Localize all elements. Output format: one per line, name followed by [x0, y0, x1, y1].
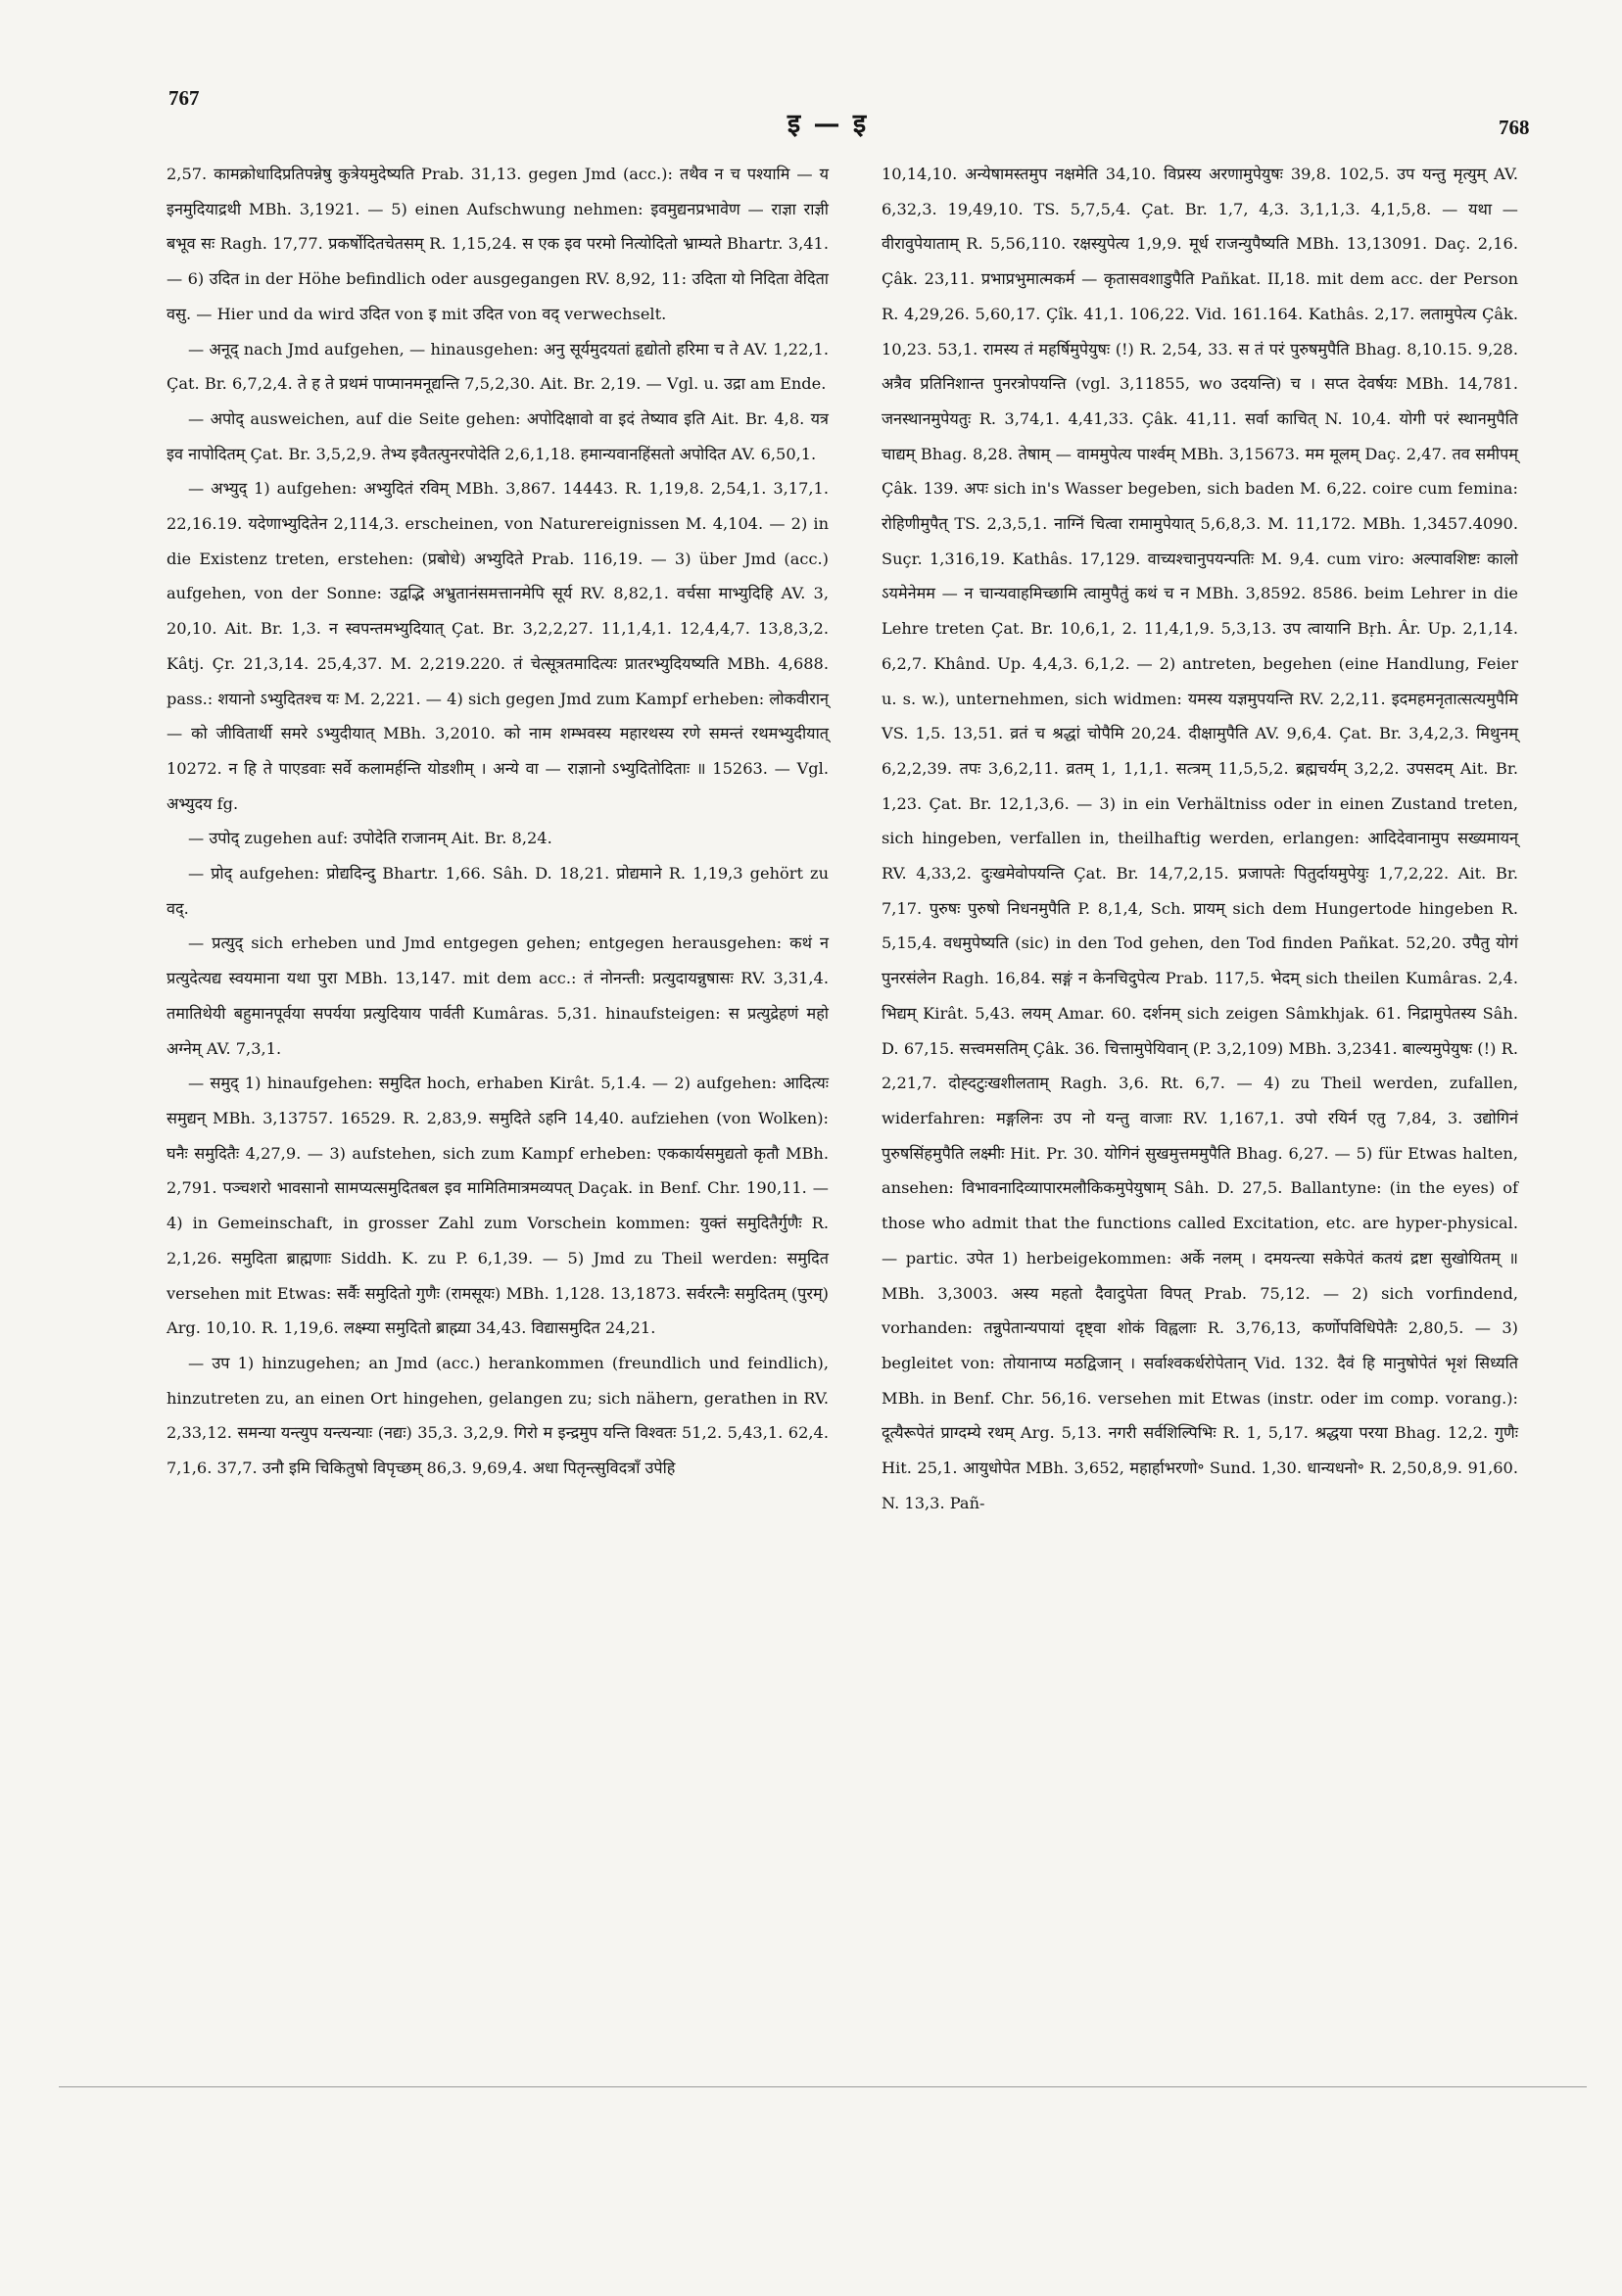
entry-paragraph: 2,57. कामक्रोधादिप्रतिपन्नेषु कुत्रेयमुदेष्यति Prab. 31,13. gegen Jmd (acc.): तथैव न च पश्यामि — य इनमुदियाद्रथी MBh. 3,1921. — 5) einen Aufschwung nehmen: इवमुद्यनप्रभावेण — राज्ञा राज्ञी बभूव सः Ragh. 17,77. प्रकर्षोदितचेतसम् R. 1,15,24. स एक इव परमो नित्योदितो भ्राम्यते Bhartr. 3,41. — 6) उदित in der Höhe befindlich oder ausgegangen RV. 8,92, 11: उदिता यो निदिता वेदिता वसु. — Hier und da wird उदित von इ mit उदित von वद् verwechselt. — [167, 165, 829, 323]
entry-paragraph: — उपोद् zugehen auf: उपोदेति राजानम् Ait. Br. 8,24. — [188, 829, 552, 848]
entry-paragraph: — अनूद् nach Jmd aufgehen, — hinausgehen: अनु सूर्यमुदयतां हृद्योतो हरिमा च ते AV. 1,22,1. Çat. Br. 6,7,2,4. ते ह ते प्रथमं पाप्मानमनूद्यन्ति 7,5,2,30. Ait. Br. 2,19. — Vgl. u. उद्रा am Ende. — [167, 339, 829, 394]
entry-paragraph: — अपोद् ausweichen, auf die Seite gehen: अपोदिक्षावो वा इदं तेष्याव इति Ait. Br. 4,8. यत्र इव नापोदितम् Çat. Br. 3,5,2,9. तेभ्य इवैतत्पुनरपोदेति 2,6,1,18. हमान्यवानहिंसतो अपोदित AV. 6,50,1. — [167, 408, 829, 463]
left-column — [167, 157, 829, 1486]
entry-paragraph: — समुद् 1) hinaufgehen: समुदित hoch, erhaben Kirât. 5,1.4. — 2) aufgehen: आदित्यः समुद्यन् MBh. 3,13757. 16529. R. 2,83,9. समुदिते ऽहनि 14,40. aufziehen (von Wolken): घनैः समुदितैः 4,27,9. — 3) aufstehen, sich zum Kampf erheben: एककार्यसमुद्यतो कृतौ MBh. 2,791. पञ्चशरो भावसानो सामप्यत्समुदितबल इव मामितिमात्रमव्यपत् Daçak. in Benf. Chr. 190,11. — 4) in Gemeinschaft, in grosser Zahl zum Vorschein kommen: युक्तं समुदितैर्गुणैः R. 2,1,26. समुदिता ब्राह्मणाः Siddh. K. zu P. 6,1,39. — 5) Jmd zu Theil werden: समुदित versehen mit Etwas: सर्वैः समुदितो गुणैः (रामसूयः) MBh. 1,128. 13,1873. सर्वरत्नैः समुदितम् (पुरम्) Arg. 10,10. R. 1,19,6. लक्ष्म्या समुदितो ब्राह्म्या 34,43. विद्यासमुदित 24,21. — [167, 1074, 829, 1338]
entry-paragraph: — उप 1) hinzugehen; an Jmd (acc.) herankommen (freundlich und feindlich), hinzutreten zu, an einen Ort hingehen, gelangen zu; sich nähern, gerathen in RV. 2,33,12. समन्या यन्त्युप यन्त्यन्याः (नद्यः) 35,3. 3,2,9. गिरो म इन्द्रमुप यन्ति विश्वतः 51,2. 5,43,1. 62,4. 7,1,6. 37,7. उनौ इमि चिकितुषो विपृच्छम् 86,3. 9,69,4. अधा पितृन्त्सुविदत्राँ उपेहि — [167, 1353, 829, 1478]
entry-paragraph: — अभ्युद् 1) aufgehen: अभ्युदितं रविम् MBh. 3,867. 14443. R. 1,19,8. 2,54,1. 3,17,1. 22,16.19. यदेणाभ्युदितेन 2,114,3. erscheinen, von Naturereignissen M. 4,104. — 2) in die Existenz treten, erstehen: (प्रबोधे) अभ्युदिते Prab. 116,19. — 3) über Jmd (acc.) aufgehen, von der Sonne: उद्वद्भि अभ्रुतानंसमत्तानमेपि सूर्य RV. 8,82,1. वर्चसा माभ्युदिहि AV. 3, 20,10. Ait. Br. 1,3. न स्वपन्तमभ्युदियात् Çat. Br. 3,2,2,27. 11,1,4,1. 12,4,4,7. 13,8,3,2. Kâtj. Çr. 21,3,14. 25,4,37. M. 2,219.220. तं चेत्सूत्रतमादित्यः प्रातरभ्युदियष्यति MBh. 4,688. pass.: शयानो ऽभ्युदितश्च यः M. 2,221. — 4) sich gegen Jmd zum Kampf erheben: लोकवीरान् — को जीवितार्थी समरे ऽभ्युदीयात् MBh. 3,2010. को नाम शम्भवस्य महारथस्य रणे समन्तं रथमभ्युदीयात् 10272. न हि ते पाएडवाः सर्वे कलामर्हन्ति योडशीम् । अन्ये वा — राज्ञानो ऽभ्युदितोदिताः ॥ 15263. — Vgl. अभ्युदय fg. — [167, 479, 829, 813]
entry-paragraph: 10,14,10. अन्येषामस्तमुप नक्षमेति 34,10. विप्रस्य अरणामुपेयुषः 39,8. 102,5. उप यन्तु मृत्युम् AV. 6,32,3. 19,49,10. TS. 5,7,5,4. Çat. Br. 1,7, 4,3. 3,1,1,3. 4,1,5,8. — यथा — वीरावुपेयाताम् R. 5,56,110. रक्षस्युपेत्य 1,9,9. मूर्ध राजन्युपैष्यति MBh. 13,13091. Daç. 2,16. Çâk. 23,11. प्रभाप्रभुमात्मकर्म — कृतासवशाडुपैति Pañkat. II,18. mit dem acc. der Person R. 4,29,26. 5,60,17. Çîk. 41,1. 106,22. Vid. 161.164. Kathâs. 2,17. लतामुपेत्य Çâk. 10,23. 53,1. रामस्य तं महर्षिमुपेयुषः (!) R. 2,54, 33. स तं परं पुरुषमुपैति Bhag. 8,10.15. 9,28. अत्रैव प्रतिनिशान्त पुनरत्रोपयन्ति (vgl. 3,11855, wo उदयन्ति) च । सप्त देवर्षयः MBh. 14,781. जनस्थानमुपेयतुः R. 3,74,1. 4,41,33. Çâk. 41,11. सर्वा काचित् N. 10,4. योगी परं स्थानमुपैति चाद्यम् Bhag. 8,28. तेषाम् — वाममुपेत्य पार्श्वम् MBh. 3,15673. मम मूलम् Daç. 2,47. तव समीपम् Çâk. 139. अपः sich in's Wasser begeben, sich baden M. 6,22. coire cum femina: रोहिणीमुपैत् TS. 2,3,5,1. नाग्निं चित्वा रामामुपेयात् 5,6,8,3. M. 11,172. MBh. 1,3457.4090. Suçr. 1,316,19. Kathâs. 17,129. वाच्यश्चानुपयन्पतिः M. 9,4. cum viro: अल्पावशिष्टः कालो ऽयमेनेमम — न चान्यवाहमिच्छामि त्वामुपैतुं कथं च न MBh. 3,8592. 8586. beim Lehrer in die Lehre treten Çat. Br. 10,6,1, 2. 11,4,1,9. 5,3,13. उप त्वायानि Bṛh. Âr. Up. 2,1,14. 6,2,7. Khând. Up. 4,4,3. 6,1,2. — 2) antreten, begehen (eine Handlung, Feier u. s. w.), unternehmen, sich widmen: यमस्य यज्ञमुपयन्ति RV. 2,2,11. इदमहमनृतात्सत्यमुपैमि VS. 1,5. 13,51. व्रतं च श्रद्धां चोपैमि 20,24. दीक्षामुपैति AV. 9,6,4. Çat. Br. 3,4,2,3. मिथुनम् 6,2,2,39. तपः 3,6,2,11. व्रतम् 1, 1,1,1. सत्त्रम् 11,5,5,2. ब्रह्मचर्यम् 3,2,2. उपसदम् Ait. Br. 1,23. Çat. Br. 12,1,3,6. — 3) in ein Verhältniss oder in einen Zustand treten, sich hingeben, verfallen in, theilhaftig werden, erlangen: आदिदेवानामुप सख्यमायन् RV. 4,33,2. दुःखमेवोपयन्ति Çat. Br. 14,7,2,15. प्रजापतेः पितुर्दायमुपेयुः 1,7,2,22. Ait. Br. 7,17. पुरुषः पुरुषो निधनमुपैति P. 8,1,4, Sch. प्रायम् sich dem Hungertode hingeben R. 5,15,4. वधमुपेष्यति (sic) in den Tod gehen, den Tod finden Pañkat. 52,20. उपैतु योगं पुनरसंलेन Ragh. 16,84. सङ्गं न केनचिदुपेत्य Prab. 117,5. भेदम् sich theilen Kumâras. 2,4. भिद्यम् Kirât. 5,43. लयम् Amar. 60. दर्शनम् sich zeigen Sâmkhjak. 61. निद्रामुपेतस्य Sâh. D. 67,15. सत्त्वमसतिम् Çâk. 36. चित्तामुपेयिवान् (P. 3,2,109) MBh. 3,2341. बाल्यमुपेयुषः (!) R. 2,21,7. दोह्दटुःखशीलताम् Ragh. 3,6. Rt. 6,7. — 4) zu Theil werden, zufallen, widerfahren: मङ्गलिनः उप नो यन्तु वाजाः RV. 1,167,1. उपो रयिर्न एतु 7,84, 3. उद्योगिनं पुरुषसिंहमुपैति लक्ष्मीः Hit. Pr. 30. योगिनं सुखमुत्तममुपैति Bhag. 6,27. — 5) für Etwas halten, ansehen: विभावनादिव्यापारमलौकिकमुपेयुषाम् Sâh. D. 27,5. Ballantyne: (in the eyes) of those who admit that the functions called Excitation, etc. are hyper-physical. — partic. उपेत 1) herbeigekommen: अर्के नलम् । दमयन्त्या सकेपेतं कतयं द्रष्टा सुखोयितम् ॥ MBh. 3,3003. अस्य महतो दैवादुपेता विपत् Prab. 75,12. — 2) sich vorfindend, vorhanden: तन्नुपेतान्यपायां दृष्ट्वा शोकं विह्वलाः R. 3,76,13, कर्णोपविधिपेतैः 2,80,5. — 3) begleitet von: तोयानाप्य मठद्विजान् । सर्वाश्वकर्धरोपेतान् Vid. 132. दैवं हि मानुषोपेतं भृशं सिध्यति MBh. in Benf. Chr. 56,16. versehen mit Etwas (instr. oder im comp. vorang.): दूत्यैरूपेतं प्राग्दम्ये रथम् Arg. 5,13. नगरी सर्वशिल्पिभिः R. 1, 5,17. श्रद्धया परया Bhag. 12,2. गुणैः Hit. 25,1. आयुधोपेत MBh. 3,652, महार्हाभरणो॰ Sund. 1,30. धान्यधनो॰ R. 2,50,8,9. 91,60. N. 13,3. Pañ- — [882, 165, 1518, 1512]
entry-paragraph: — प्रत्युद् sich erheben und Jmd entgegen gehen; entgegen herausgehen: कथं न प्रत्युदेत्यद्य स्वयमाना यथा पुरा MBh. 13,147. mit dem acc.: तं नोनन्ती: प्रत्युदायन्नुषासः RV. 3,31,4. तमातिथेयी बहुमानपूर्वया सपर्यया प्रत्युदियाय पार्वती Kumâras. 5,31. hinaufsteigen: स प्रत्युद्रेहणं महो अग्नेम् AV. 7,3,1. — [167, 933, 829, 1058]
running-head: इ — इ — [787, 109, 869, 139]
right-page-number: 768 — [1499, 116, 1530, 139]
left-page-number: 767 — [168, 86, 200, 110]
entry-paragraph: — प्रोद् aufgehen: प्रोद्यदिन्दु Bhartr. 1,66. Sâh. D. 18,21. प्रोद्यमाने R. 1,19,3 gehört zu वद्. — [167, 864, 829, 918]
right-column — [882, 157, 1518, 1520]
bottom-rule — [59, 2086, 1587, 2087]
